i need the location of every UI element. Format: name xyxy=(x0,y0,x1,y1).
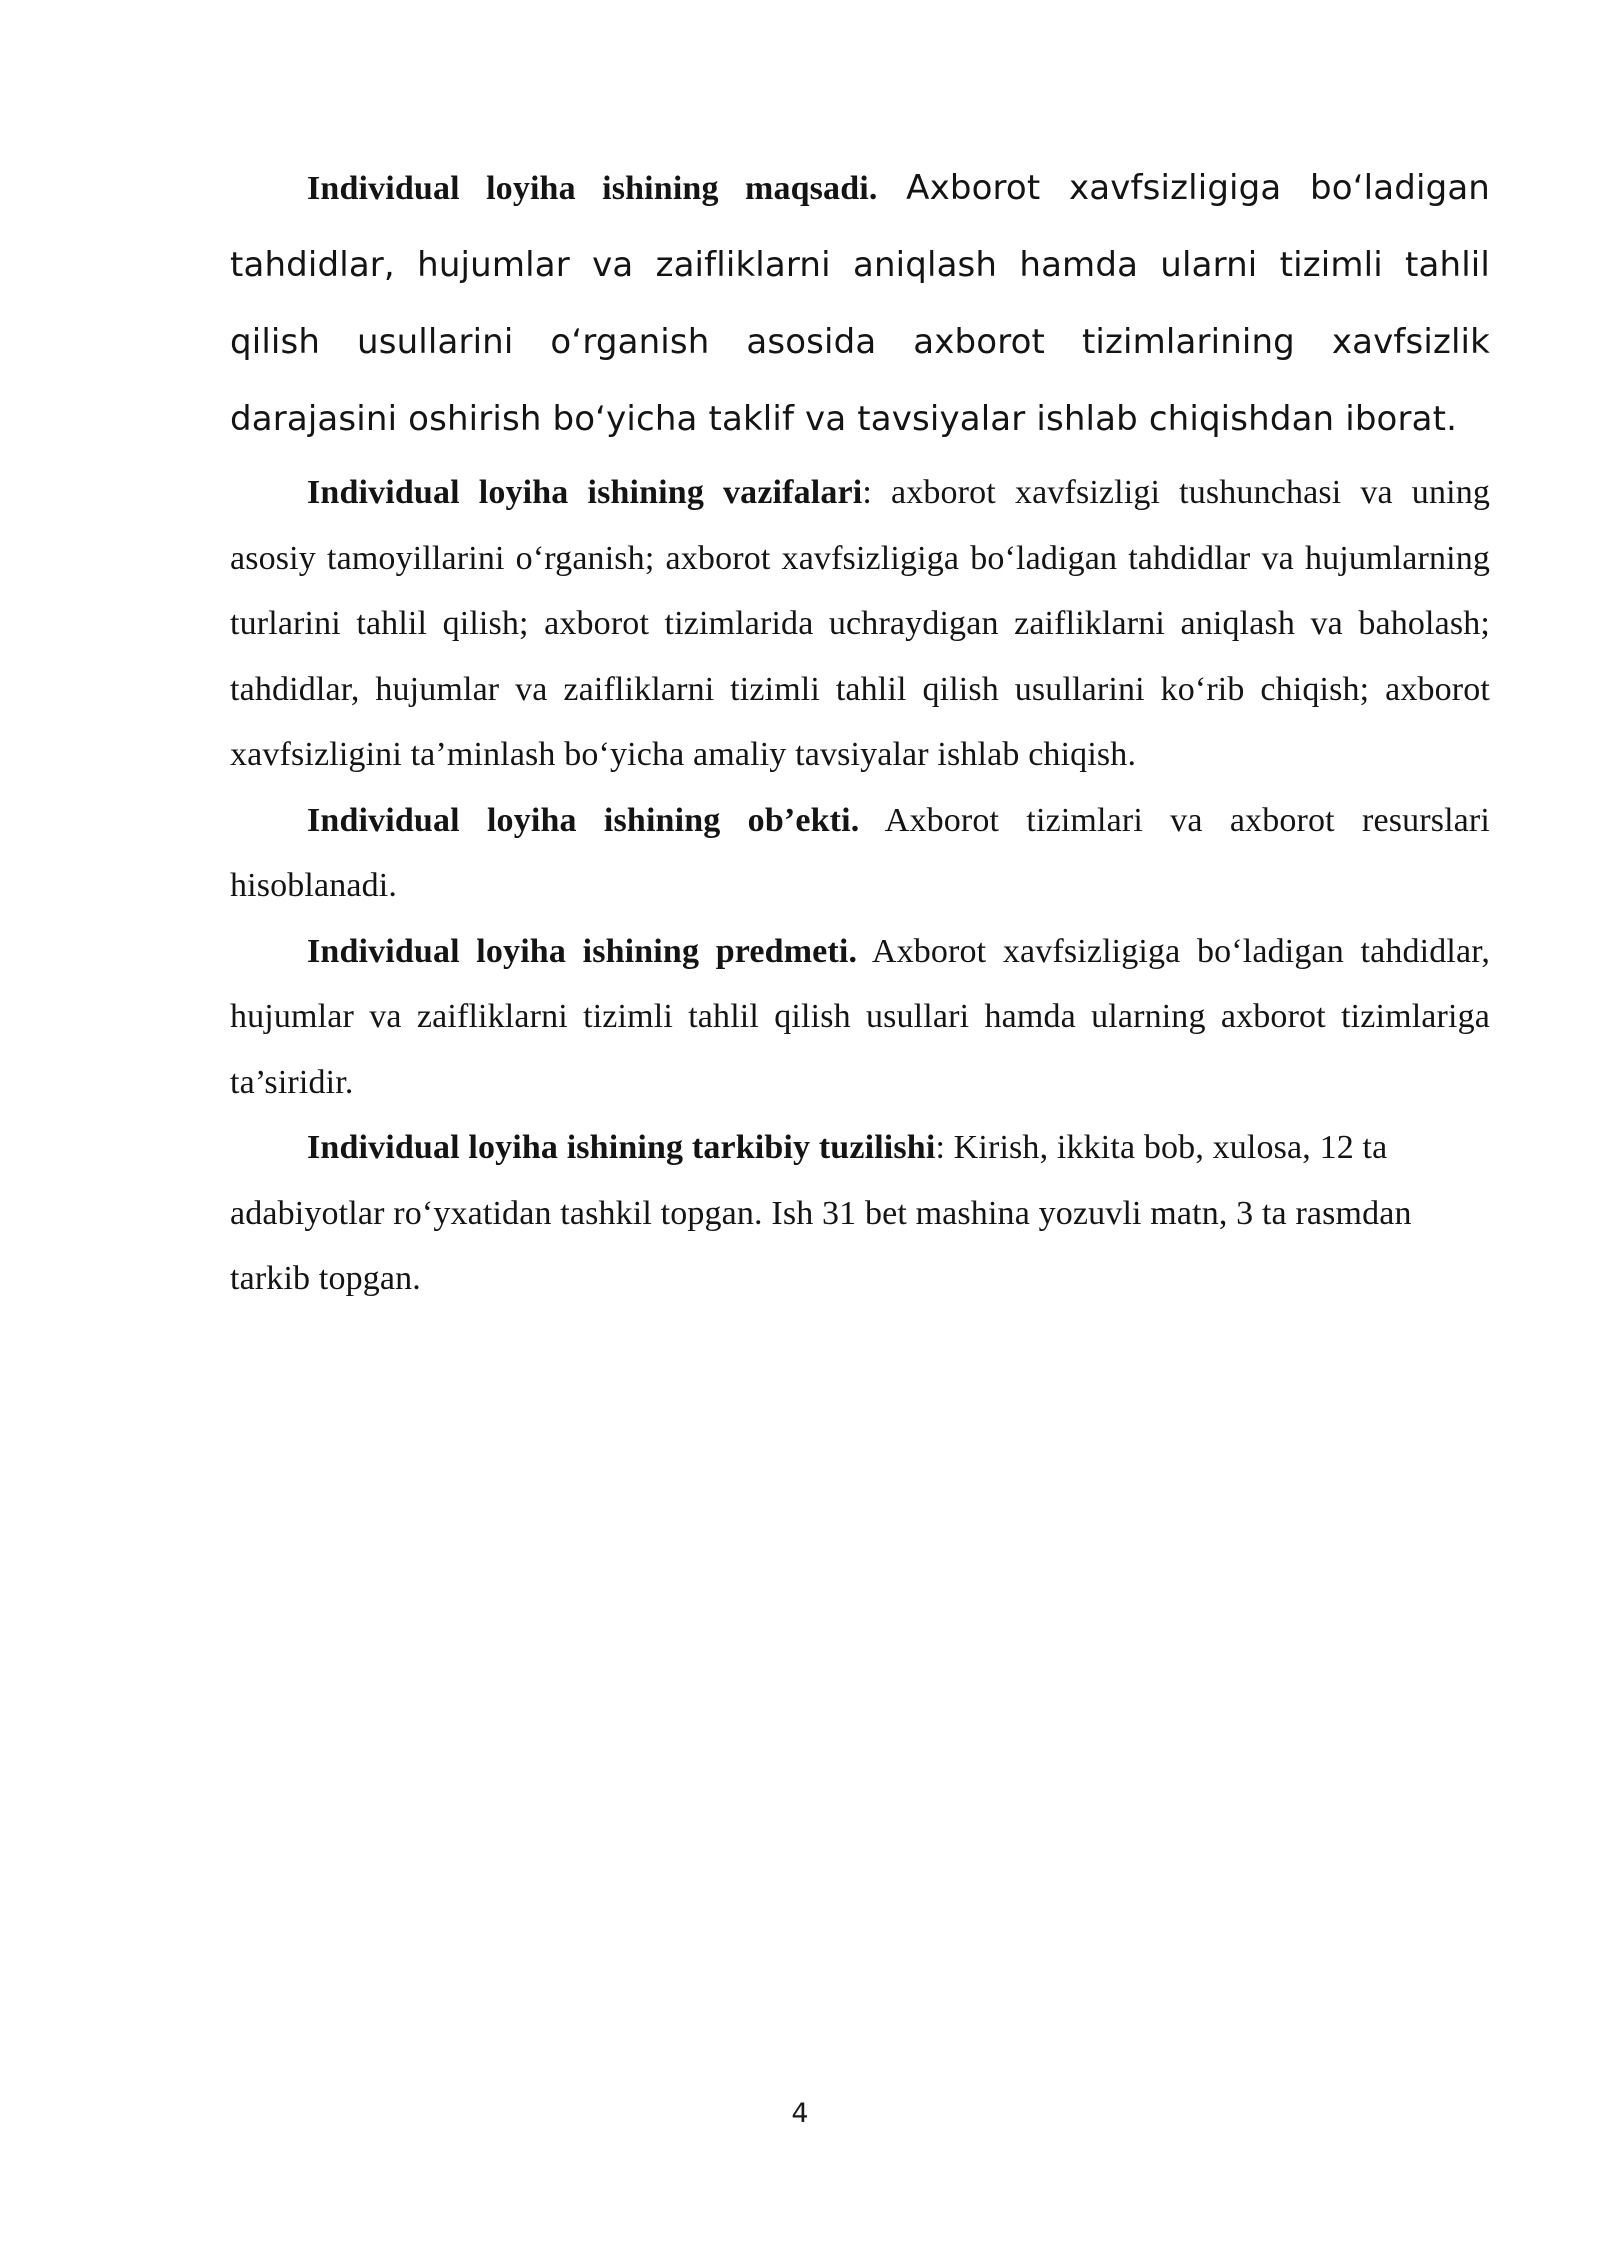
paragraph-goal-text: Axborot xavfsizligiga bo‘ladigan tahdidlar, hujumlar va zaifliklarni aniqlash hamda ularni tizimli tahlil qilish usullarini o‘rganish asosida axborot tizimlarining xavfsizlik darajasini oshirish bo‘yicha taklif va tavsiyalar ishlab chiqishdan iborat. xyxy=(230,168,1491,439)
paragraph-tasks-heading: Individual loyiha ishining vazifalari xyxy=(307,474,863,511)
paragraph-goal xyxy=(230,150,1490,458)
document-page xyxy=(230,150,1490,1312)
paragraph-object xyxy=(230,788,1490,919)
paragraph-tasks-text: : axborot xavfsizligi tushunchasi va uning asosiy tamoyillarini o‘rganish; axborot xavfsizligiga bo‘ladigan tahdidlar va hujumlarning turlarini tahlil qilish; axborot tizimlarida uchraydigan zaifliklarni aniqlash va baholash; tahdidlar, hujumlar va zaifliklarni tizimli tahlil qilish usullarini ko‘rib chiqish; axborot xavfsizligini ta’minlash bo‘yicha amaliy tavsiyalar ishlab chiqish. xyxy=(230,474,1490,773)
paragraph-object-heading: Individual loyiha ishining ob’ekti. xyxy=(307,801,860,839)
paragraph-structure-text: : Kirish, ikkita bob, xulosa, 12 ta adabiyotlar ro‘yxatidan tashkil topgan. Ish 31 bet mashina yozuvli matn, 3 ta rasmdan tarkib topgan. xyxy=(230,1129,1412,1297)
paragraph-object-text: Axborot tizimlari va axborot resurslari hisoblanadi. xyxy=(230,801,1490,904)
paragraph-subject-heading: Individual loyiha ishining predmeti. xyxy=(307,932,858,970)
page-number: 4 xyxy=(791,2098,809,2129)
paragraph-tasks xyxy=(230,460,1490,788)
paragraph-structure xyxy=(230,1115,1490,1312)
paragraph-subject xyxy=(230,919,1490,1116)
paragraph-subject-text: Axborot xavfsizligiga bo‘ladigan tahdidlar, hujumlar va zaifliklarni tizimli tahlil qilish usullari hamda ularning axborot tizimlariga ta’siridir. xyxy=(230,932,1490,1101)
paragraph-structure-heading: Individual loyiha ishining tarkibiy tuzilishi xyxy=(307,1129,936,1166)
paragraph-goal-heading: Individual loyiha ishining maqsadi. xyxy=(307,170,878,207)
